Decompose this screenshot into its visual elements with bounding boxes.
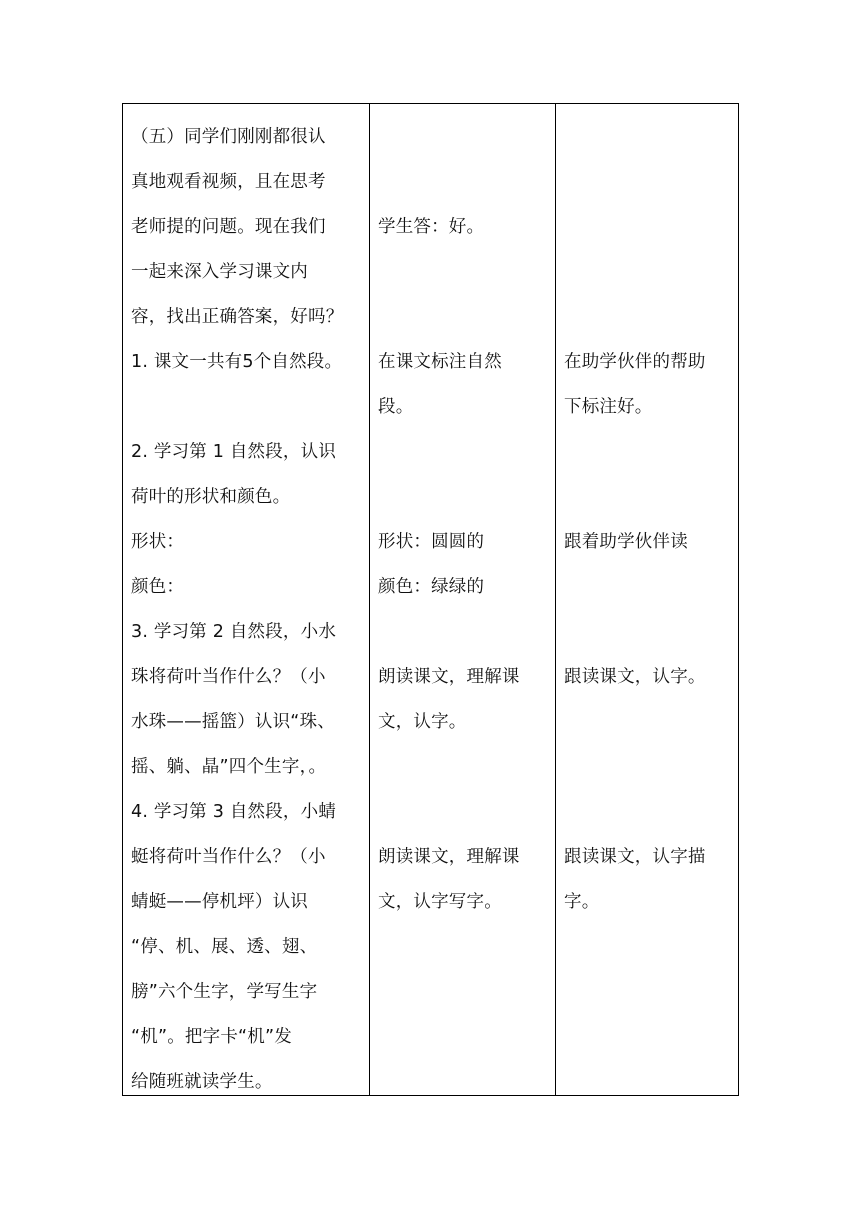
support-activity-cell bbox=[556, 104, 739, 1096]
text-line: 一起来深入学习课文内 bbox=[131, 262, 308, 282]
support-activity-text bbox=[564, 110, 730, 1095]
text-line: 形状：圆圆的 bbox=[378, 532, 485, 552]
text-line: 跟读课文，认字描 bbox=[564, 847, 706, 867]
text-line: 真地观看视频，且在思考 bbox=[131, 172, 326, 192]
text-line: 摇、躺、晶”四个生字，。 bbox=[131, 757, 327, 777]
text-line: 蜓将荷叶当作什么？（小 bbox=[131, 847, 326, 867]
text-line: 字。 bbox=[564, 892, 600, 912]
text-line: 给随班就读学生。 bbox=[131, 1072, 273, 1092]
text-line: 1. 课文一共有5个自然段。 bbox=[131, 352, 343, 372]
text-line: 2. 学习第 1 自然段，认识 bbox=[131, 442, 337, 462]
text-line: 老师提的问题。现在我们 bbox=[131, 217, 326, 237]
text-line: 颜色： bbox=[131, 577, 185, 597]
text-line: 段。 bbox=[378, 397, 414, 417]
text-line: 朗读课文，理解课 bbox=[378, 847, 520, 867]
student-activity-text bbox=[378, 110, 547, 1095]
text-line: “机”。把字卡“机”发 bbox=[131, 1027, 292, 1047]
text-line: 学生答：好。 bbox=[378, 217, 485, 237]
text-line: 跟读课文，认字。 bbox=[564, 667, 706, 687]
student-activity-cell bbox=[370, 104, 556, 1096]
teacher-activity-text bbox=[131, 110, 361, 1095]
text-line: （五）同学们刚刚都很认 bbox=[131, 127, 326, 147]
text-line: 形状： bbox=[131, 532, 185, 552]
text-line: 在助学伙伴的帮助 bbox=[564, 352, 706, 372]
lesson-plan-table bbox=[122, 103, 739, 1096]
teacher-activity-cell bbox=[123, 104, 370, 1096]
text-line: 荷叶的形状和颜色。 bbox=[131, 487, 291, 507]
text-line: 在课文标注自然 bbox=[378, 352, 502, 372]
text-line: 3. 学习第 2 自然段，小水 bbox=[131, 622, 337, 642]
text-line: 容，找出正确答案，好吗？ bbox=[131, 307, 344, 327]
text-line: 珠将荷叶当作什么？（小 bbox=[131, 667, 326, 687]
table-row bbox=[123, 104, 739, 1096]
text-line: “停、机、展、透、翅、 bbox=[131, 937, 318, 957]
text-line: 文，认字。 bbox=[378, 712, 467, 732]
text-line: 文，认字写字。 bbox=[378, 892, 502, 912]
text-line: 蜻蜓——停机坪）认识 bbox=[131, 892, 308, 912]
text-line: 下标注好。 bbox=[564, 397, 653, 417]
text-line: 水珠——摇篮）认识“珠、 bbox=[131, 712, 335, 732]
text-line: 颜色：绿绿的 bbox=[378, 577, 485, 597]
text-line: 膀”六个生字，学写生字 bbox=[131, 982, 318, 1002]
text-line: 4. 学习第 3 自然段，小蜻 bbox=[131, 802, 337, 822]
text-line: 朗读课文，理解课 bbox=[378, 667, 520, 687]
text-line: 跟着助学伙伴读 bbox=[564, 532, 688, 552]
